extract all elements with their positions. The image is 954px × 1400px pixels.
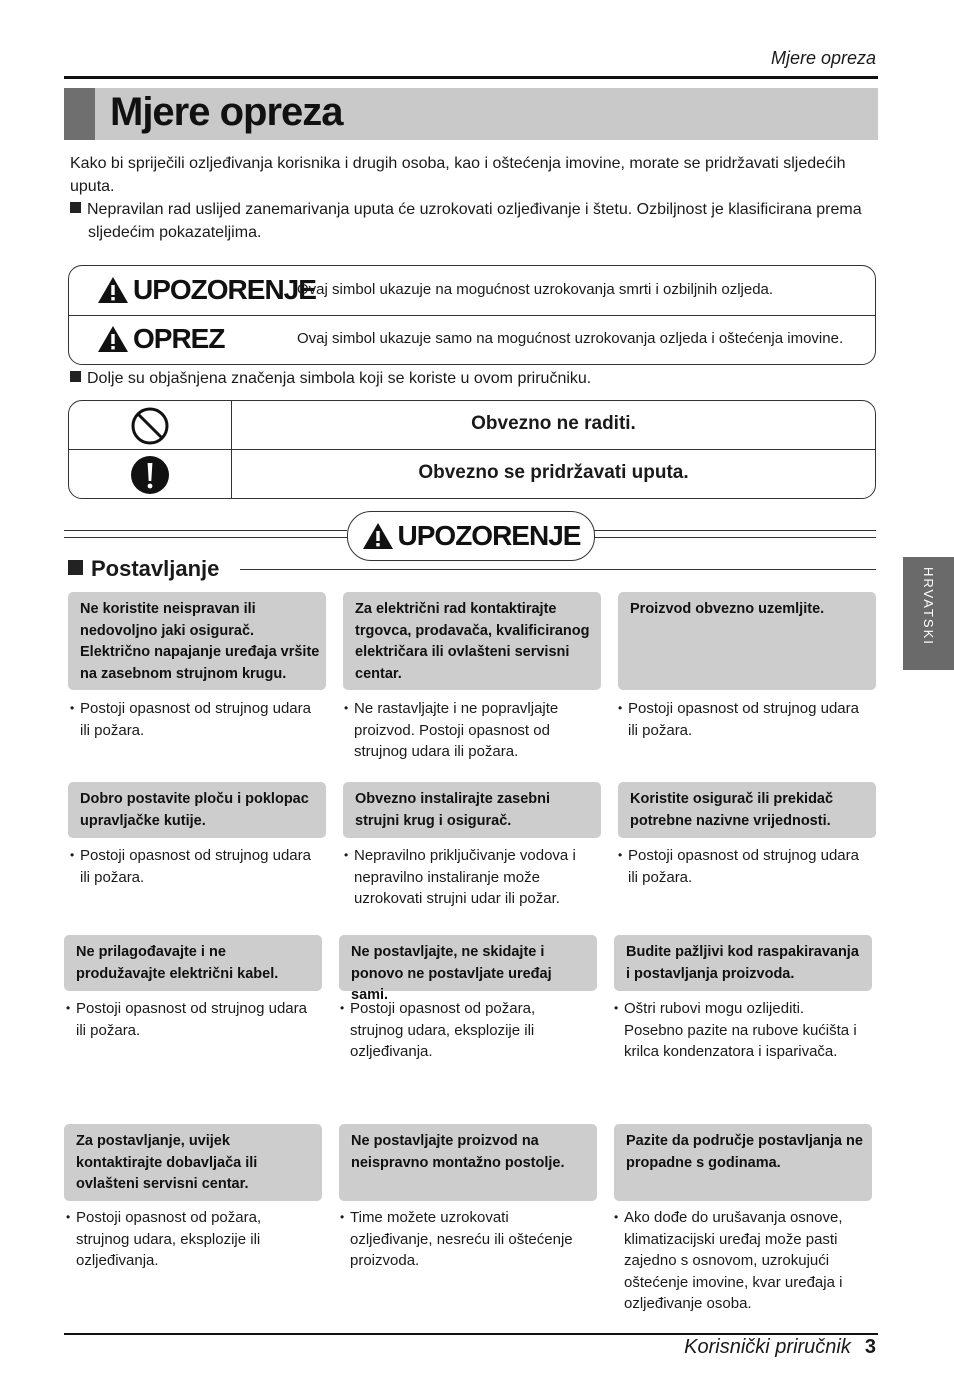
signal-desc-warning: Ovaj simbol ukazuje na mogućnost uzrokovanja smrti i ozbiljnih ozljeda. xyxy=(297,281,774,298)
intro-text: Kako bi spriječili ozljeđivanja korisnika i drugih osoba, kao i oštećenja imovine, morate se pridržavati sljedećih uputa. xyxy=(70,155,846,195)
banner-rule-left xyxy=(64,530,347,538)
warning-card-note: • Postoji opasnost od strujnog udara ili požara. xyxy=(618,845,868,888)
warning-card-note: • Nepravilno priključivanje vodova i nepravilno instaliranje može uzrokovati strujni udar ili požar. xyxy=(344,845,594,910)
intro-note: Nepravilan rad uslijed zanemarivanja uputa će uzrokovati ozljeđivanje i štetu. Ozbiljnost je klasificirana prema sljedećim pokazateljima. xyxy=(70,198,870,244)
warning-card-title: Ne koristite neispravan ili nedovoljno jaki osigurač. Električno napajanje uređaja vršite na zasebnom strujnom krugu. xyxy=(68,592,326,690)
warning-card-note: • Postoji opasnost od požara, strujnog udara, eksplozije ili ozljeđivanja. xyxy=(340,998,590,1063)
warning-card-note: • Postoji opasnost od strujnog udara ili požara. xyxy=(70,698,320,741)
signal-word-warning: UPOZORENJE xyxy=(97,274,316,306)
warning-card-title: Obvezno instalirajte zasebni strujni krug i osigurač. xyxy=(343,782,601,838)
warning-card-note: • Oštri rubovi mogu ozlijediti. Posebno pazite na rubove kućišta i krilca kondenzatora i isparivača. xyxy=(614,998,864,1063)
header-rule xyxy=(64,76,878,79)
signal-word-caution: OPREZ xyxy=(97,323,224,355)
warning-card-title: Proizvod obvezno uzemljite. xyxy=(618,592,876,690)
symbol-table xyxy=(68,400,876,499)
banner-rule-right xyxy=(593,530,876,538)
footer xyxy=(684,1336,876,1359)
signal-desc-caution: Ovaj simbol ukazuje samo na mogućnost uzrokovanja ozljeda i oštećenja imovine. xyxy=(297,330,844,347)
warning-triangle-icon xyxy=(97,324,129,354)
page-title: Mjere opreza xyxy=(110,90,343,134)
page-number: 3 xyxy=(864,1336,876,1358)
warning-card-note: • Postoji opasnost od strujnog udara ili požara. xyxy=(66,998,316,1041)
warning-triangle-icon xyxy=(97,275,129,305)
warning-card-title: Ne prilagođavajte i ne produžavajte električni kabel. xyxy=(64,935,322,991)
warning-card-title: Koristite osigurač ili prekidač potrebne nazivne vrijednosti. xyxy=(618,782,876,838)
symbol-label-mandatory: Obvezno se pridržavati uputa. xyxy=(418,462,689,483)
footer-label: Korisnički priručnik xyxy=(684,1336,851,1358)
warning-banner: UPOZORENJE xyxy=(347,511,595,561)
warning-card-title: Dobro postavite ploču i poklopac upravljačke kutije. xyxy=(68,782,326,838)
warning-triangle-icon xyxy=(362,521,394,551)
symbol-row-mandatory xyxy=(69,450,875,498)
warning-card-title: Za električni rad kontaktirajte trgovca, prodavača, kvalificiranog električara ili ovlašteni servisni centar. xyxy=(343,592,601,690)
warning-card-note: • Ako dođe do urušavanja osnove, klimatizacijski uređaj može pasti zajedno s osnovom, uzrokujući oštećenje imovine, kvar uređaja i ozljeđivanje osoba. xyxy=(614,1207,864,1315)
title-bar xyxy=(64,88,878,140)
square-bullet-icon xyxy=(70,371,81,382)
warning-card-note: • Ne rastavljajte i ne popravljajte proizvod. Postoji opasnost od strujnog udara ili požara. xyxy=(344,698,594,763)
intro xyxy=(70,152,870,244)
symbol-label-prohibited: Obvezno ne raditi. xyxy=(471,413,636,434)
section-title: Postavljanje xyxy=(68,556,223,582)
warning-card-title: Za postavljanje, uvijek kontaktirajte dobavljača ili ovlašteni servisni centar. xyxy=(64,1124,322,1201)
symbols-note: Dolje su objašnjena značenja simbola koji se koriste u ovom priručniku. xyxy=(70,370,591,388)
warning-card-note: • Postoji opasnost od požara, strujnog udara, eksplozije ili ozljeđivanja. xyxy=(66,1207,316,1272)
section-rule xyxy=(240,569,876,570)
language-tab: HRVATSKI xyxy=(903,557,954,670)
warning-card-note: • Postoji opasnost od strujnog udara ili požara. xyxy=(618,698,868,741)
running-header: Mjere opreza xyxy=(770,48,876,68)
signal-word-box xyxy=(68,265,876,365)
symbol-row-prohibited xyxy=(69,401,875,450)
footer-rule xyxy=(64,1333,878,1335)
warning-card-title: Ne postavljajte, ne skidajte i ponovo ne postavljate uređaj sami. xyxy=(339,935,597,991)
warning-card-title: Pazite da područje postavljanja ne propadne s godinama. xyxy=(614,1124,872,1201)
warning-card-note: • Postoji opasnost od strujnog udara ili požara. xyxy=(70,845,320,888)
exclamation-icon xyxy=(130,455,170,495)
title-accent xyxy=(64,88,95,140)
signal-row-caution xyxy=(69,315,875,364)
warning-card-title: Budite pažljivi kod raspakiravanja i postavljanja proizvoda. xyxy=(614,935,872,991)
signal-row-warning xyxy=(69,266,875,316)
prohibited-icon xyxy=(130,406,170,446)
warning-card-title: Ne postavljajte proizvod na neispravno montažno postolje. xyxy=(339,1124,597,1201)
square-bullet-icon xyxy=(68,560,83,575)
symbol-divider xyxy=(231,401,232,498)
warning-card-note: • Time možete uzrokovati ozljeđivanje, nesreću ili oštećenje proizvoda. xyxy=(340,1207,590,1272)
square-bullet-icon xyxy=(70,202,81,213)
